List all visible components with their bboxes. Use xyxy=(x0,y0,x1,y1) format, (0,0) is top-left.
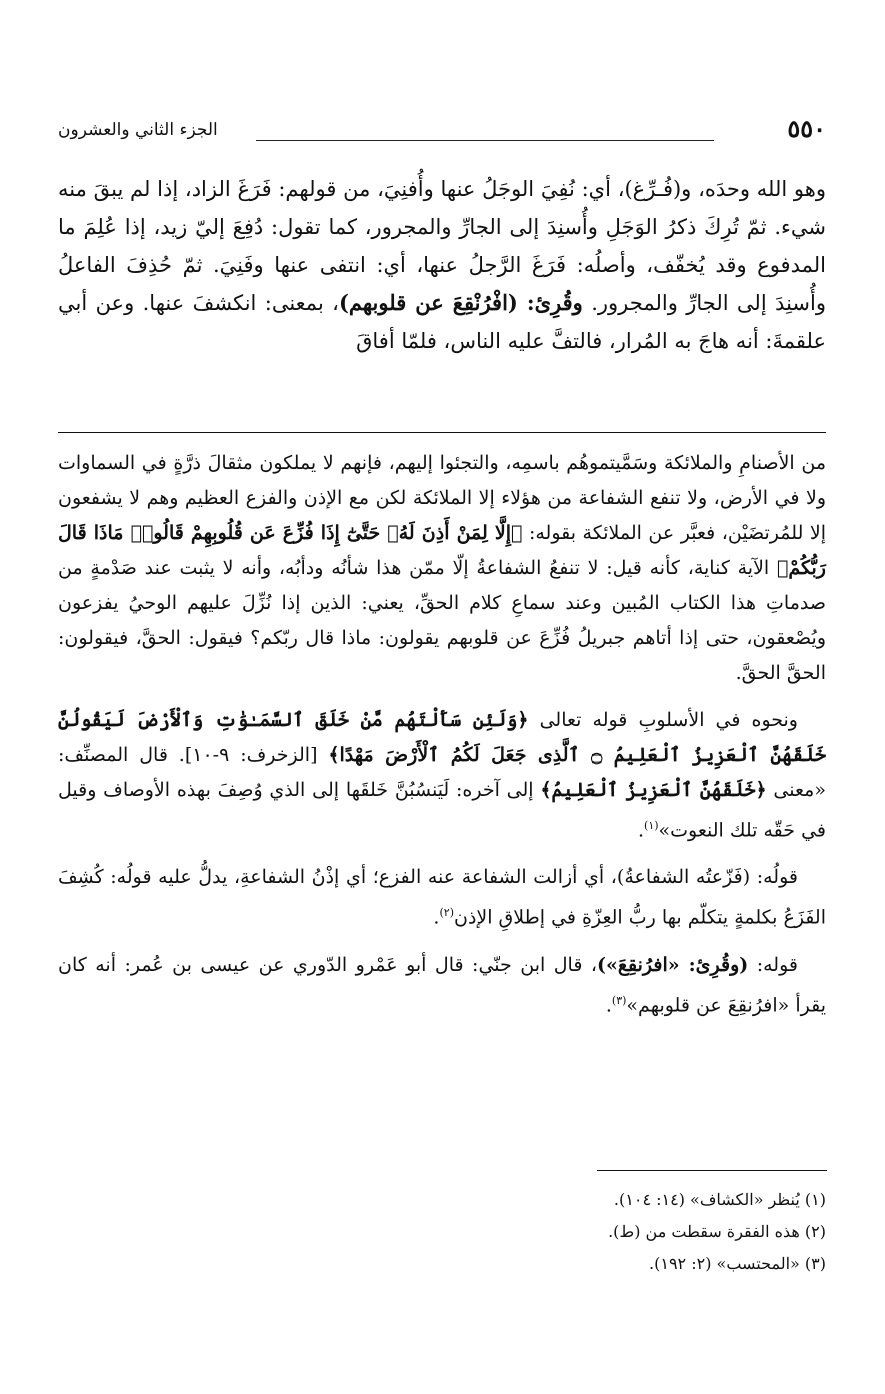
running-title: الجزء الثاني والعشرون xyxy=(58,120,218,140)
footnote-item: (٢) هذه الفقرة سقطت من (ط). xyxy=(608,1222,826,1241)
body-paragraph xyxy=(58,446,826,691)
body-text: . xyxy=(433,906,440,929)
quoted-reading: (وقُرِئ: «افرُنقِعَ») xyxy=(597,953,749,976)
body-text: قولُه: (فَزّعتُه الشفاعةُ)، أي أزالت الشفاعة عنه الفزع؛ أي إذْنُ الشفاعةِ، يدلُّ عليه قولُه: كُشِفَ الفَزَعُ بكلمةٍ يتكلّم بها ربُّ العِزّةِ في إطلاقِ الإذن xyxy=(58,866,826,929)
body-text: إلى آخره: لَيَنسُبُنَّ خَلقَها إلى الذي وُصِفَ بهذه الأوصاف وقيل في حَقّه تلك النعوت» xyxy=(58,779,826,842)
commentary-reading: وقُرِئ: (افْرُنْقِعَ عن قلوبهم) xyxy=(338,290,583,315)
footnote-ref: (٢) xyxy=(439,906,454,920)
footnotes xyxy=(58,1184,826,1280)
body-text: ، قال ابن جنّي: قال أبو عَمْرو الدّوري عن عيسى بن عُمر: أنه كان يقرأ «افرُنقِعَ عن قلوبهم» xyxy=(58,953,826,1016)
page-number: ٥٥٠ xyxy=(787,114,826,143)
footnote-divider xyxy=(597,1170,827,1171)
quran-verse: ﴿وَلَئِن سَأَلْتَهُم مَّنْ خَلَقَ ٱلسَّمَـٰوَٰتِ وَٱلْأَرْضَ لَيَقُولُنَّ خَلَقَهُنَّ ٱلْعَزِيزُ ٱلْعَلِيمُ ۝ ٱلَّذِى جَعَلَ لَكُمُ ٱلْأَرْضَ مَهْدًا﴾ xyxy=(58,709,826,766)
body-paragraph xyxy=(58,948,826,1023)
page-header xyxy=(58,114,826,148)
quran-verse: ﴿إِلَّا لِمَنْ أَذِنَ لَهُۥ حَتَّىٰٓ إِذَا فُزِّعَ عَن قُلُوبِهِمْ قَالُوا۟ مَاذَا قَالَ رَبُّكُمْ﴾ xyxy=(58,522,826,579)
commentary-segment: وهو الله وحدَه، و(فُـرِّغ)، أي: نُفِيَ الوجَلُ عنها وأُفنِيَ، من قولهم: فَرَغَ الزاد، إذا لم يبقَ منه شيء. ثمّ تُرِكَ ذكرُ الوَجَلِ وأُسنِدَ إلى الجارِّ والمجرور، كما تقول: دُفِعَ إليّ زيد، إذا عُلِمَ ما المدفوع وقد يُخفّف، وأصلُه: فَرَغَ الرَّجلُ عنها، أي: انتفى عنها وفَنِيَ. ثمّ حُذِفَ الفاعلُ وأُسنِدَ إلى الجارِّ والمجرور. xyxy=(58,177,826,315)
quran-verse: ﴿خَلَقَهُنَّ ٱلْعَزِيزُ ٱلْعَلِيمُ﴾ xyxy=(540,779,767,801)
body-text: . xyxy=(637,819,645,842)
commentary-text xyxy=(58,170,826,360)
main-body xyxy=(58,446,826,1035)
header-rule xyxy=(256,140,714,141)
body-paragraph xyxy=(58,703,826,848)
footnote-item: (١) يُنظر «الكشاف» (١٤: ١٠٤). xyxy=(613,1190,826,1209)
body-text: قوله: xyxy=(748,953,798,976)
footnote-ref: (١) xyxy=(644,819,659,832)
body-text: ونحوه في الأسلوبِ قوله تعالى xyxy=(528,709,798,731)
footnote-item: (٣) «المحتسب» (٢: ١٩٢). xyxy=(649,1254,826,1273)
commentary-segment: ، بمعنى: انكشفَ عنها. وعن أبي علقمةَ: أنه هاجَ به المُرار، فالتفَّ عليه الناس، فلمّا أفاقَ xyxy=(58,291,826,353)
body-text: . xyxy=(605,993,612,1016)
body-text: الآية كناية، كأنه قيل: لا تنفعُ الشفاعةُ إلّا ممّن هذا شأنُه ودأبُه، وأنه لا يثبت عند صَدْمةٍ من صدماتِ هذا الكتاب المُبين وعند سماعِ كلام الحقِّ، يعني: الذين إذا نُزِّلَ عليهم الوحيُ يفزعون ويُصْعقون، حتى إذا أتاهم جبريلُ فُزِّعَ عن قلوبهم يقولون: ماذا قال ربّكم؟ فيقول: الحقَّ، فيقولون: الحقَّ الحقَّ. xyxy=(58,557,826,684)
main-divider xyxy=(58,432,826,433)
footnote-ref: (٣) xyxy=(611,993,627,1007)
body-text: [الزخرف: ٩-١٠]. قال المصنِّف: «معنى xyxy=(58,744,826,801)
body-paragraph xyxy=(58,860,826,935)
body-text: من الأصنامِ والملائكة وسَمَّيتموهُم باسمِه، والتجئوا إليهم، فإنهم لا يملكون مثقالَ ذرَّةٍ في السماوات ولا في الأرض، ولا تنفع الشفاعة من هؤلاء إلا الملائكة لكن مع الإذن والفزع العظيم وهم لا يشفعون إلا للمُرتضَيْن، فعبَّر عن الملائكة بقوله: xyxy=(58,452,826,544)
